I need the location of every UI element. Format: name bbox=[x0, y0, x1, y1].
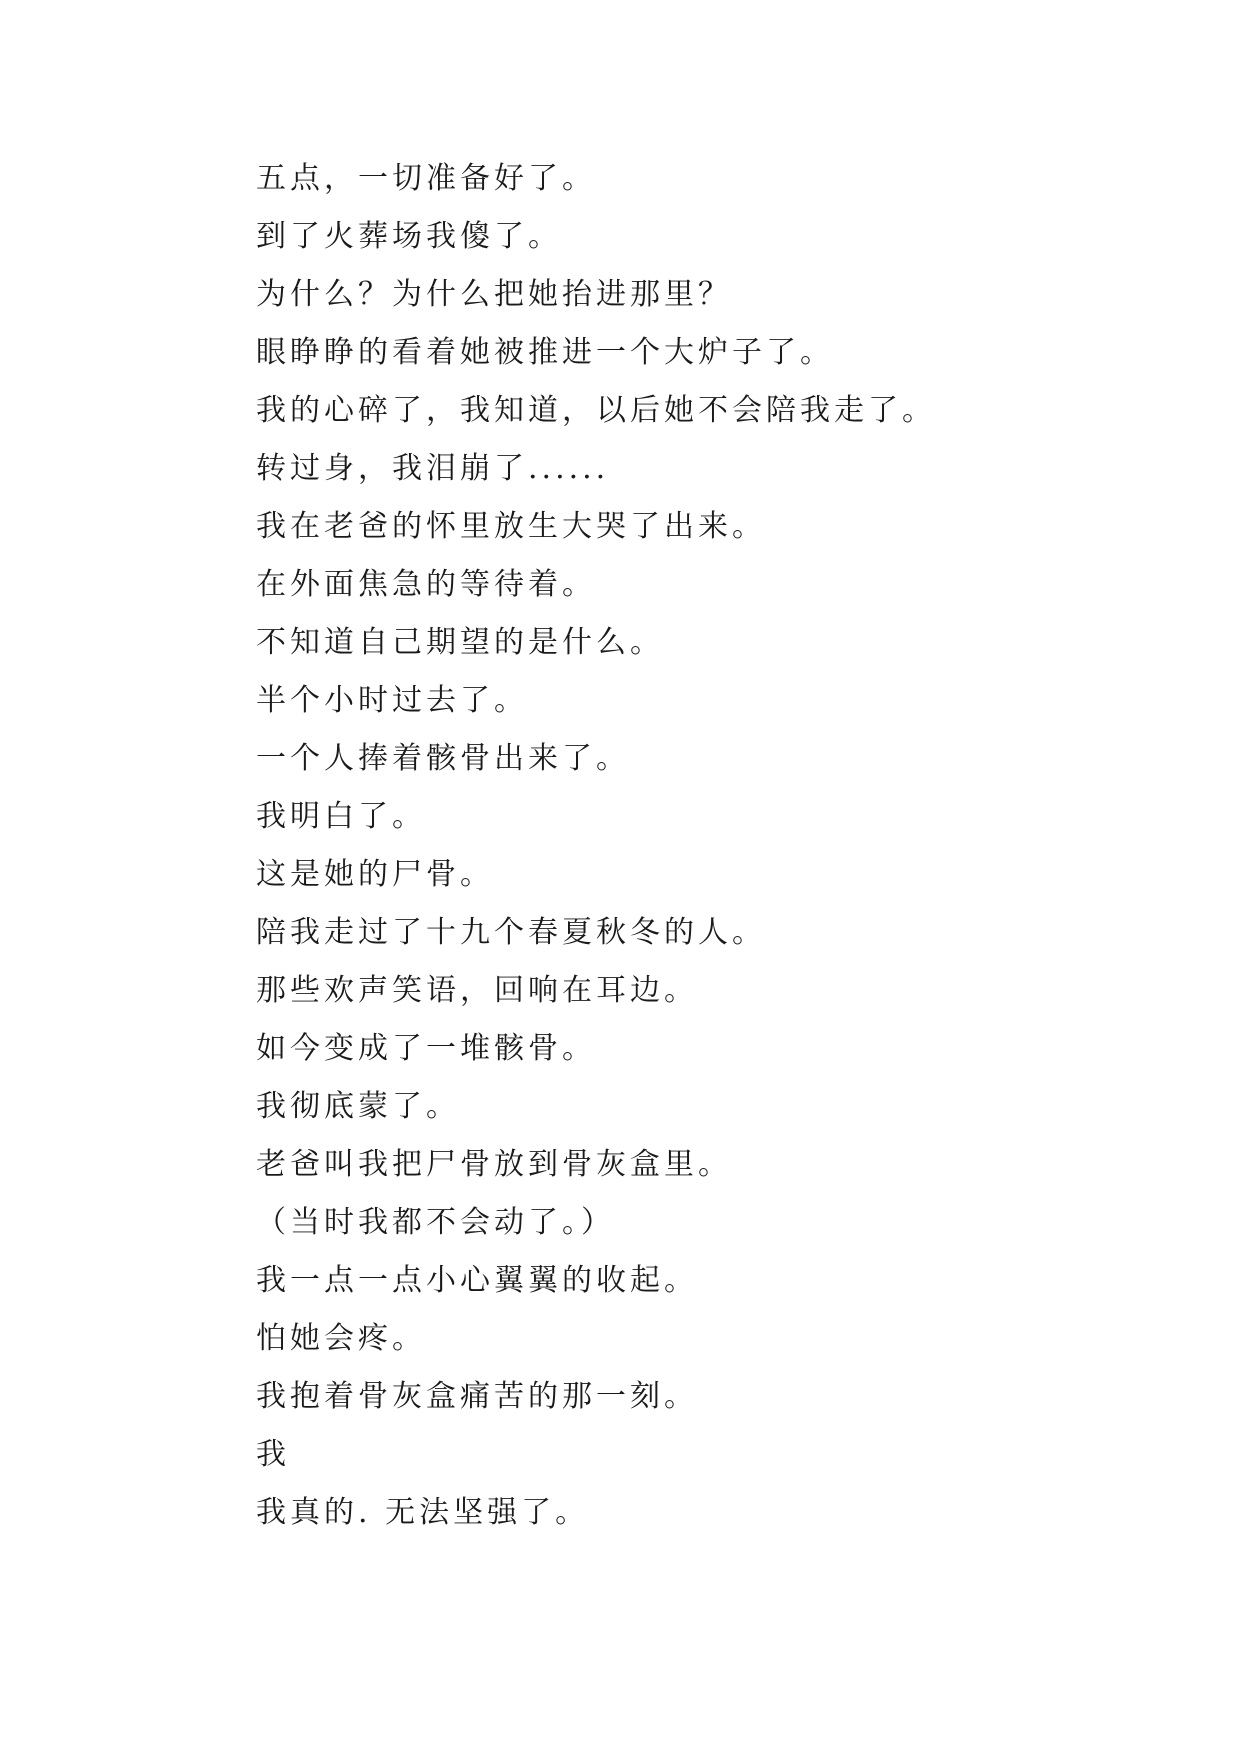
text-line: 我真的. 无法坚强了。 bbox=[256, 1495, 590, 1530]
text-line: 半个小时过去了。 bbox=[256, 683, 528, 718]
text-line: 我抱着骨灰盒痛苦的那一刻。 bbox=[256, 1379, 698, 1414]
text-line: 为什么？为什么把她抬进那里？ bbox=[256, 277, 732, 312]
text-line: 陪我走过了十九个春夏秋冬的人。 bbox=[256, 915, 766, 950]
text-line: 五点，一切准备好了。 bbox=[256, 161, 596, 196]
text-line: （当时我都不会动了。） bbox=[256, 1205, 615, 1240]
text-line: 我彻底蒙了。 bbox=[256, 1089, 460, 1124]
text-line: 这是她的尸骨。 bbox=[256, 857, 494, 892]
text-line: 我 bbox=[256, 1437, 290, 1472]
text-line: 怕她会疼。 bbox=[256, 1321, 426, 1356]
text-line: 我明白了。 bbox=[256, 799, 426, 834]
text-line: 老爸叫我把尸骨放到骨灰盒里。 bbox=[256, 1147, 732, 1182]
text-line: 我一点一点小心翼翼的收起。 bbox=[256, 1263, 698, 1298]
text-line: 如今变成了一堆骸骨。 bbox=[256, 1031, 596, 1066]
text-body bbox=[256, 160, 1156, 1552]
text-line: 不知道自己期望的是什么。 bbox=[256, 625, 664, 660]
text-line: 到了火葬场我傻了。 bbox=[256, 219, 562, 254]
text-line: 一个人捧着骸骨出来了。 bbox=[256, 741, 630, 776]
text-line: 那些欢声笑语，回响在耳边。 bbox=[256, 973, 698, 1008]
text-line: 我在老爸的怀里放生大哭了出来。 bbox=[256, 509, 766, 544]
text-line: 眼睁睁的看着她被推进一个大炉子了。 bbox=[256, 335, 834, 370]
text-line: 转过身，我泪崩了...... bbox=[256, 451, 610, 486]
text-line: 在外面焦急的等待着。 bbox=[256, 567, 596, 602]
text-line: 我的心碎了，我知道，以后她不会陪我走了。 bbox=[256, 393, 936, 428]
